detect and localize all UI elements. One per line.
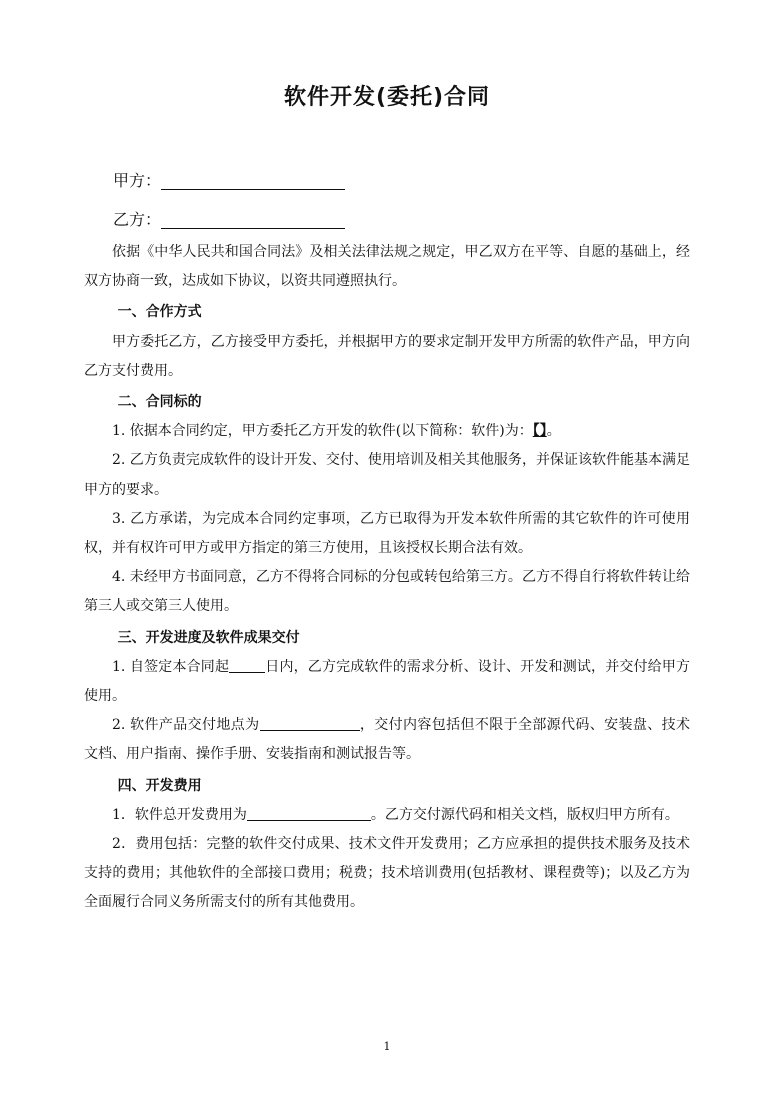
intro-paragraph: 依据《中华人民共和国合同法》及相关法律法规之规定，甲乙双方在平等、自愿的基础上，经双方协商一致，达成如下协议，以资共同遵照执行。 <box>84 244 690 290</box>
software-name-bracket: 【】 <box>532 423 547 440</box>
section-2-p1-end: 。 <box>546 423 561 440</box>
page-number: 1 <box>383 1040 391 1053</box>
contract-body <box>84 238 690 918</box>
fee-blank <box>247 806 371 821</box>
section-3-p1-rest: 日内，乙方完成软件的需求分析、设计、开发和测试，并交付给甲方使用。 <box>84 658 691 705</box>
section-3-p2-rest: ，交付内容包括但不限于全部源代码、安装盘、技术文档、用户指南、操作手册、安装指南和测试报告等。 <box>84 717 691 763</box>
days-blank <box>229 658 265 673</box>
section-4-p1-rest: 。乙方交付源代码和相关文档，版权归甲方所有。 <box>370 806 679 823</box>
section-2-paragraph-3: 3. 乙方承诺，为完成本合同约定事项，乙方已取得为开发本软件所需的其它软件的许可使用权，并有权许可甲方或甲方指定的第三方使用，且该授权长期合法有效。 <box>84 510 690 557</box>
party-a-label: 甲方： <box>113 171 162 190</box>
party-b-line <box>113 207 345 230</box>
section-1-paragraph-1: 甲方委托乙方，乙方接受甲方委托，并根据甲方的要求定制开发甲方所需的软件产品，甲方向乙方支付费用。 <box>84 333 690 379</box>
section-4-paragraph-1 <box>84 801 690 830</box>
section-4-heading: 四、开发费用 <box>117 777 202 794</box>
section-3-paragraph-1 <box>84 653 690 711</box>
party-a-line <box>113 168 345 191</box>
section-2-heading: 二、合同标的 <box>117 394 202 411</box>
section-2-paragraph-1 <box>84 417 690 446</box>
section-4-p1-text: 1．软件总开发费用为 <box>112 806 247 823</box>
section-2-paragraph-4: 4. 未经甲方书面同意，乙方不得将合同标的分包或转包给第三方。乙方不得自行将软件转让给第三人或交第三人使用。 <box>84 569 690 615</box>
section-2-p1-text: 1. 依据本合同约定，甲方委托乙方开发的软件(以下简称：软件)为： <box>112 423 533 440</box>
section-2-paragraph-2: 2. 乙方负责完成软件的设计开发、交付、使用培训及相关其他服务，并保证该软件能基本满足甲方的要求。 <box>84 452 690 498</box>
party-a-blank <box>161 171 345 190</box>
section-3-p1-text: 1. 自签定本合同起 <box>112 658 230 675</box>
page-title: 软件开发(委托)合同 <box>283 85 491 110</box>
section-4-paragraph-2: 2．费用包括：完整的软件交付成果、技术文件开发费用；乙方应承担的提供技术服务及技术支持的费用；其他软件的全部接口费用；税费；技术培训费用(包括教材、课程费等)；以及乙方为全面履行合同义务所需支付的所有其他费用。 <box>84 836 690 911</box>
section-3-heading: 三、开发进度及软件成果交付 <box>117 629 300 646</box>
section-3-p2-text: 2. 软件产品交付地点为 <box>112 717 260 734</box>
party-b-label: 乙方： <box>113 210 162 229</box>
party-b-blank <box>161 210 345 229</box>
section-3-paragraph-2 <box>84 711 690 769</box>
delivery-location-blank <box>260 716 360 731</box>
section-1-heading: 一、合作方式 <box>117 304 202 321</box>
